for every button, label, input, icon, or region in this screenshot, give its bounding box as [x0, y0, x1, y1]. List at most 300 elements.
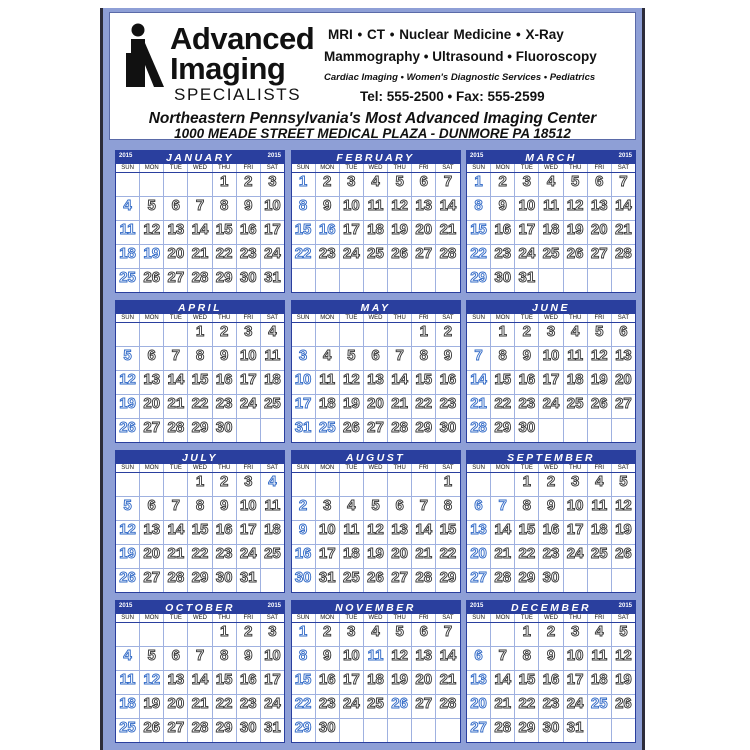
day-number: 7	[443, 173, 453, 190]
weekday-header	[467, 314, 635, 323]
day-number: 30	[439, 419, 457, 436]
day-number: 13	[143, 521, 161, 538]
day-cell	[292, 719, 316, 742]
day-number: 22	[518, 695, 536, 712]
day-cell	[340, 497, 364, 520]
day-cell	[412, 521, 436, 544]
day-cell	[564, 371, 588, 394]
day-cell	[140, 671, 164, 694]
day-cell	[340, 395, 364, 418]
day-number: 2	[323, 173, 332, 190]
day-number: 21	[494, 545, 512, 562]
day-number: 25	[119, 269, 136, 286]
day-number: 1	[219, 623, 229, 640]
day-cell	[164, 221, 188, 244]
day-cell	[491, 545, 515, 568]
day-cell	[340, 173, 364, 196]
day-cell	[116, 719, 140, 742]
day-number: 9	[443, 347, 453, 364]
day-cell	[261, 497, 284, 520]
weekday-label: SAT	[266, 315, 279, 321]
day-cell	[564, 545, 588, 568]
month-name: MARCH	[525, 151, 577, 164]
day-cell	[140, 395, 164, 418]
day-number: 23	[542, 695, 560, 712]
day-cell	[588, 521, 612, 544]
day-number: 6	[147, 347, 156, 364]
weekday-label: MON	[491, 164, 515, 172]
day-cell	[292, 695, 316, 718]
day-number: 18	[542, 221, 560, 238]
weekday-label: THU	[388, 164, 412, 172]
day-number: 9	[546, 497, 556, 514]
week-row	[467, 497, 635, 521]
day-number: 1	[195, 473, 205, 490]
day-cell	[612, 647, 635, 670]
day-cell	[213, 245, 237, 268]
day-cell	[491, 395, 515, 418]
day-cell	[412, 347, 436, 370]
week-row	[292, 173, 460, 197]
day-cell	[261, 647, 284, 670]
week-row	[467, 323, 635, 347]
day-cell	[164, 569, 188, 592]
day-number: 9	[323, 647, 332, 664]
day-number: 27	[143, 569, 161, 586]
day-number: 8	[522, 647, 532, 664]
day-cell	[412, 395, 436, 418]
month-year: 2015	[119, 153, 133, 159]
day-number: 6	[419, 173, 428, 190]
day-number: 21	[415, 545, 433, 562]
day-number: 15	[439, 521, 457, 538]
day-cell	[261, 695, 284, 718]
week-row	[467, 569, 635, 592]
weekday-label: MON	[140, 464, 164, 472]
day-cell	[340, 473, 364, 496]
day-number: 19	[566, 221, 584, 238]
day-number: 18	[264, 521, 281, 538]
day-number: 12	[615, 647, 632, 664]
day-cell	[539, 521, 563, 544]
day-cell	[436, 221, 459, 244]
weekday-label: SAT	[442, 615, 454, 621]
day-number: 31	[264, 269, 281, 286]
day-cell	[564, 347, 588, 370]
day-cell	[340, 695, 364, 718]
day-cell	[564, 221, 588, 244]
day-number: 9	[244, 197, 253, 214]
weekday-label: FRI	[412, 164, 436, 172]
day-number: 7	[474, 347, 483, 364]
day-number: 5	[347, 347, 356, 364]
day-number: 6	[619, 323, 628, 340]
day-number: 14	[167, 521, 185, 538]
weekday-label: SAT	[266, 465, 279, 471]
day-cell	[364, 245, 388, 268]
weekday-label: WED	[364, 314, 388, 322]
day-number: 24	[566, 695, 584, 712]
day-number: 21	[167, 545, 185, 562]
day-number: 10	[518, 197, 536, 214]
day-number: 2	[522, 323, 532, 340]
day-cell	[261, 197, 284, 220]
day-cell	[388, 269, 412, 292]
week-row	[116, 545, 284, 569]
day-number: 3	[268, 173, 277, 190]
weekday-label: WED	[188, 614, 212, 622]
day-cell	[164, 545, 188, 568]
day-number: 28	[494, 719, 512, 736]
day-number: 24	[239, 545, 257, 562]
day-cell	[116, 419, 140, 442]
day-cell	[491, 371, 515, 394]
day-cell	[539, 221, 563, 244]
day-cell	[564, 497, 588, 520]
day-number: 13	[367, 371, 384, 388]
day-cell	[412, 497, 436, 520]
day-cell	[388, 521, 412, 544]
day-number: 16	[318, 221, 336, 238]
day-number: 7	[195, 647, 205, 664]
day-cell	[515, 173, 539, 196]
day-cell	[388, 173, 412, 196]
day-cell	[388, 671, 412, 694]
day-number: 15	[294, 671, 312, 688]
day-number: 3	[298, 347, 308, 364]
day-cell	[436, 323, 459, 346]
day-number: 30	[542, 719, 560, 736]
day-number: 28	[191, 719, 209, 736]
day-cell	[213, 371, 237, 394]
day-cell	[316, 323, 340, 346]
day-cell	[539, 671, 563, 694]
day-number: 25	[590, 545, 608, 562]
day-number: 10	[343, 647, 360, 664]
day-number: 28	[470, 419, 487, 436]
day-number: 9	[244, 647, 253, 664]
day-cell	[515, 671, 539, 694]
week-row	[292, 623, 460, 647]
day-number: 1	[522, 473, 532, 490]
day-cell	[237, 245, 261, 268]
day-number: 28	[439, 245, 457, 262]
day-number: 12	[343, 371, 360, 388]
week-row	[292, 521, 460, 545]
weekday-label: WED	[539, 614, 563, 622]
day-cell	[188, 323, 212, 346]
day-cell	[539, 647, 563, 670]
day-cell	[467, 569, 491, 592]
day-number: 1	[298, 623, 308, 640]
day-number: 19	[615, 521, 632, 538]
month-title-bar	[116, 451, 284, 464]
day-number: 25	[343, 569, 360, 586]
weekday-label: WED	[188, 164, 212, 172]
day-cell	[612, 521, 635, 544]
month-year: 2015	[267, 603, 281, 609]
day-cell	[188, 497, 212, 520]
day-number: 30	[239, 719, 257, 736]
day-cell	[116, 221, 140, 244]
weekday-label: MON	[140, 614, 164, 622]
day-number: 29	[518, 719, 536, 736]
day-number: 12	[143, 221, 161, 238]
month-title-bar	[116, 301, 284, 314]
day-cell	[388, 197, 412, 220]
day-cell	[261, 569, 284, 592]
month-august	[291, 450, 461, 593]
day-cell	[612, 371, 635, 394]
day-cell	[539, 197, 563, 220]
day-cell	[340, 221, 364, 244]
day-cell	[316, 245, 340, 268]
week-row	[467, 419, 635, 442]
weekday-label: TUE	[164, 464, 188, 472]
weekday-label: TUE	[340, 614, 364, 622]
day-cell	[188, 347, 212, 370]
day-cell	[237, 647, 261, 670]
weekday-header	[292, 464, 460, 473]
day-cell	[213, 323, 237, 346]
day-cell	[188, 647, 212, 670]
day-cell	[515, 569, 539, 592]
day-number: 20	[167, 245, 185, 262]
day-number: 17	[542, 371, 560, 388]
day-cell	[388, 647, 412, 670]
day-cell	[467, 221, 491, 244]
day-number: 24	[239, 395, 257, 412]
day-number: 1	[219, 173, 229, 190]
day-number: 8	[522, 497, 532, 514]
day-cell	[164, 173, 188, 196]
day-number: 11	[264, 347, 281, 364]
day-number: 5	[619, 473, 628, 490]
day-number: 16	[518, 371, 536, 388]
day-cell	[261, 371, 284, 394]
weekday-label: THU	[213, 464, 237, 472]
day-cell	[140, 719, 164, 742]
day-number: 10	[318, 521, 336, 538]
day-cell	[612, 173, 635, 196]
day-cell	[467, 347, 491, 370]
day-number: 7	[498, 647, 507, 664]
day-cell	[213, 719, 237, 742]
day-cell	[412, 173, 436, 196]
day-cell	[164, 497, 188, 520]
day-cell	[539, 623, 563, 646]
day-number: 22	[215, 245, 233, 262]
day-number: 19	[391, 671, 408, 688]
day-number: 26	[391, 245, 408, 262]
brand-name-line1: Advanced	[170, 21, 315, 56]
day-number: 26	[615, 545, 632, 562]
day-cell	[116, 569, 140, 592]
day-cell	[364, 173, 388, 196]
weekday-label: MON	[316, 164, 340, 172]
day-number: 21	[167, 395, 185, 412]
month-april	[115, 300, 285, 443]
day-cell	[412, 719, 436, 742]
day-number: 16	[215, 371, 233, 388]
day-cell	[237, 473, 261, 496]
day-number: 14	[415, 521, 433, 538]
day-cell	[292, 419, 316, 442]
day-number: 7	[443, 623, 453, 640]
day-number: 23	[318, 695, 336, 712]
day-number: 4	[123, 647, 132, 664]
day-cell	[316, 545, 340, 568]
day-cell	[564, 719, 588, 742]
day-number: 29	[415, 419, 433, 436]
day-number: 25	[318, 419, 336, 436]
weekday-header	[116, 464, 284, 473]
day-number: 15	[518, 521, 536, 538]
day-cell	[564, 695, 588, 718]
day-number: 8	[498, 347, 507, 364]
day-cell	[539, 695, 563, 718]
week-row	[467, 695, 635, 719]
day-cell	[515, 197, 539, 220]
weekday-label: SAT	[266, 165, 279, 171]
day-number: 16	[318, 671, 336, 688]
day-cell	[237, 269, 261, 292]
day-cell	[164, 521, 188, 544]
day-number: 20	[470, 545, 487, 562]
day-cell	[491, 647, 515, 670]
day-cell	[261, 671, 284, 694]
day-cell	[213, 269, 237, 292]
weekday-label: SAT	[617, 615, 630, 621]
day-cell	[412, 647, 436, 670]
day-cell	[564, 473, 588, 496]
month-december	[466, 600, 636, 743]
day-cell	[564, 569, 588, 592]
day-number: 13	[470, 671, 487, 688]
week-row	[292, 695, 460, 719]
month-october	[115, 600, 285, 743]
day-number: 30	[542, 569, 560, 586]
day-cell	[436, 173, 459, 196]
day-cell	[292, 395, 316, 418]
day-number: 22	[494, 395, 512, 412]
day-cell	[364, 497, 388, 520]
day-number: 3	[347, 623, 356, 640]
day-cell	[588, 269, 612, 292]
day-cell	[467, 371, 491, 394]
week-row	[292, 269, 460, 292]
month-november	[291, 600, 461, 743]
month-title-bar	[116, 151, 284, 164]
day-number: 15	[191, 371, 209, 388]
day-cell	[612, 269, 635, 292]
day-cell	[612, 623, 635, 646]
day-number: 27	[415, 695, 433, 712]
day-number: 17	[566, 521, 584, 538]
day-cell	[588, 371, 612, 394]
week-row	[116, 419, 284, 442]
day-number: 25	[367, 695, 384, 712]
day-number: 5	[147, 647, 156, 664]
day-cell	[491, 719, 515, 742]
day-cell	[261, 173, 284, 196]
day-cell	[564, 623, 588, 646]
day-number: 18	[119, 695, 136, 712]
day-cell	[316, 497, 340, 520]
day-cell	[388, 695, 412, 718]
day-cell	[364, 269, 388, 292]
month-june	[466, 300, 636, 443]
day-cell	[340, 371, 364, 394]
day-cell	[515, 623, 539, 646]
day-cell	[140, 173, 164, 196]
day-cell	[116, 623, 140, 646]
day-number: 19	[119, 545, 136, 562]
months-grid	[115, 150, 636, 746]
day-cell	[340, 545, 364, 568]
day-cell	[491, 173, 515, 196]
day-cell	[140, 497, 164, 520]
day-cell	[515, 395, 539, 418]
day-cell	[515, 419, 539, 442]
day-cell	[588, 719, 612, 742]
day-number: 23	[318, 245, 336, 262]
day-cell	[213, 569, 237, 592]
weekday-label: WED	[539, 164, 563, 172]
day-cell	[515, 719, 539, 742]
day-cell	[539, 395, 563, 418]
day-cell	[237, 197, 261, 220]
day-number: 19	[343, 395, 360, 412]
day-number: 24	[264, 695, 281, 712]
day-number: 7	[619, 173, 628, 190]
weekday-label: MON	[316, 464, 340, 472]
day-cell	[237, 371, 261, 394]
weekday-header	[292, 614, 460, 623]
month-year: 2015	[470, 603, 484, 609]
day-cell	[316, 269, 340, 292]
month-name: DECEMBER	[510, 601, 592, 614]
week-row	[116, 221, 284, 245]
day-cell	[316, 695, 340, 718]
day-number: 8	[219, 197, 229, 214]
day-cell	[364, 347, 388, 370]
weekday-label: SUN	[116, 314, 140, 322]
day-number: 6	[395, 497, 404, 514]
day-number: 6	[474, 497, 483, 514]
day-number: 9	[298, 521, 308, 538]
day-number: 17	[294, 395, 312, 412]
day-cell	[436, 569, 459, 592]
day-number: 31	[566, 719, 584, 736]
day-cell	[388, 371, 412, 394]
day-number: 26	[143, 719, 161, 736]
day-number: 14	[494, 521, 512, 538]
week-row	[116, 569, 284, 592]
day-number: 21	[191, 245, 209, 262]
day-number: 26	[615, 695, 632, 712]
day-number: 24	[566, 545, 584, 562]
brand-name-line3: SPECIALISTS	[174, 85, 302, 104]
day-number: 20	[391, 545, 408, 562]
day-cell	[436, 395, 459, 418]
weekday-label: SUN	[467, 464, 491, 472]
day-cell	[467, 473, 491, 496]
day-cell	[140, 695, 164, 718]
day-cell	[237, 395, 261, 418]
day-cell	[388, 221, 412, 244]
weekday-label: TUE	[164, 164, 188, 172]
